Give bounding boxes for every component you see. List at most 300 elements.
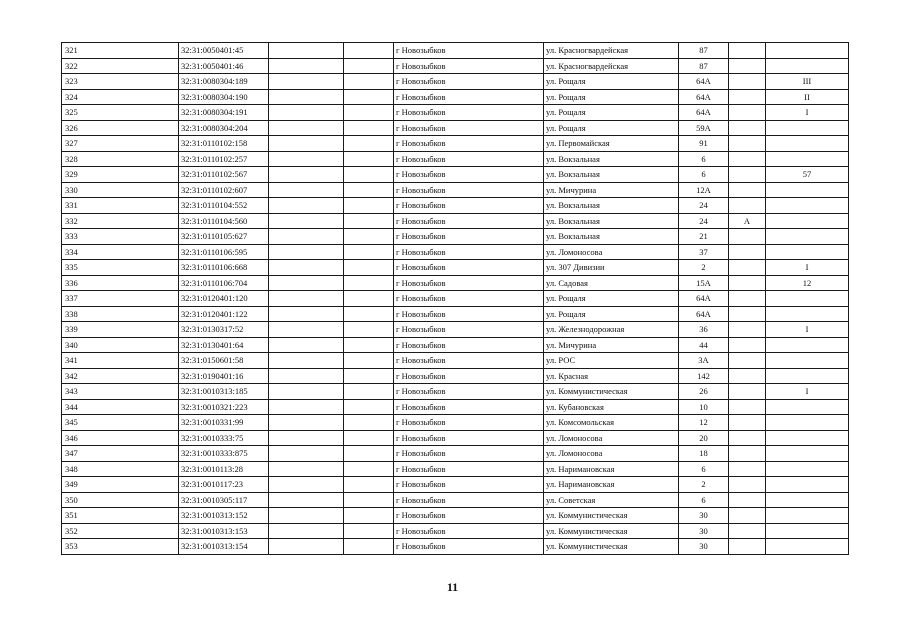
row-number: 338 (62, 306, 179, 322)
cadastral-number: 32:31:0130401:64 (179, 337, 269, 353)
table-row (62, 120, 849, 136)
table-row (62, 508, 849, 524)
table-row (62, 229, 849, 245)
empty-cell (269, 260, 344, 276)
house-number-cell: 15А (679, 275, 729, 291)
row-number: 327 (62, 136, 179, 152)
building-letter-cell (729, 415, 766, 431)
row-number: 353 (62, 539, 179, 555)
row-number: 341 (62, 353, 179, 369)
house-number-cell: 64А (679, 89, 729, 105)
empty-cell (269, 151, 344, 167)
house-number-cell: 30 (679, 539, 729, 555)
city-cell: г Новозыбков (394, 182, 544, 198)
empty-cell (344, 492, 394, 508)
house-number-cell: 37 (679, 244, 729, 260)
building-letter-cell: А (729, 213, 766, 229)
table-row (62, 260, 849, 276)
empty-cell (344, 182, 394, 198)
row-number: 342 (62, 368, 179, 384)
cadastral-number: 32:31:0110102:567 (179, 167, 269, 183)
house-number-cell: 142 (679, 368, 729, 384)
table-row (62, 43, 849, 59)
cadastral-number: 32:31:0110102:257 (179, 151, 269, 167)
building-letter-cell (729, 539, 766, 555)
empty-cell (269, 58, 344, 74)
empty-cell (269, 74, 344, 90)
cadastral-number: 32:31:0190401:16 (179, 368, 269, 384)
street-cell: ул. Ломоносова (544, 446, 679, 462)
premises-number-cell (766, 213, 849, 229)
premises-number-cell (766, 291, 849, 307)
building-letter-cell (729, 368, 766, 384)
row-number: 333 (62, 229, 179, 245)
cadastral-number: 32:31:0110106:668 (179, 260, 269, 276)
empty-cell (344, 89, 394, 105)
street-cell: ул. Рощаля (544, 120, 679, 136)
empty-cell (269, 105, 344, 121)
cadastral-number: 32:31:0110104:552 (179, 198, 269, 214)
empty-cell (269, 368, 344, 384)
cadastral-number: 32:31:0110106:704 (179, 275, 269, 291)
table-row (62, 58, 849, 74)
building-letter-cell (729, 492, 766, 508)
city-cell: г Новозыбков (394, 89, 544, 105)
city-cell: г Новозыбков (394, 446, 544, 462)
street-cell: ул. Красногвардейская (544, 43, 679, 59)
table-row (62, 198, 849, 214)
premises-number-cell (766, 508, 849, 524)
row-number: 347 (62, 446, 179, 462)
city-cell: г Новозыбков (394, 353, 544, 369)
city-cell: г Новозыбков (394, 120, 544, 136)
premises-number-cell (766, 430, 849, 446)
city-cell: г Новозыбков (394, 477, 544, 493)
premises-number-cell (766, 368, 849, 384)
street-cell: ул. Коммунистическая (544, 523, 679, 539)
table-row (62, 399, 849, 415)
building-letter-cell (729, 353, 766, 369)
empty-cell (269, 492, 344, 508)
building-letter-cell (729, 182, 766, 198)
cadastral-number: 32:31:0010313:185 (179, 384, 269, 400)
row-number: 334 (62, 244, 179, 260)
table-row (62, 291, 849, 307)
house-number-cell: 87 (679, 58, 729, 74)
premises-number-cell (766, 182, 849, 198)
empty-cell (269, 229, 344, 245)
building-letter-cell (729, 260, 766, 276)
cadastral-number: 32:31:0010117:23 (179, 477, 269, 493)
cadastral-number: 32:31:0110102:607 (179, 182, 269, 198)
street-cell: ул. Рощаля (544, 89, 679, 105)
street-cell: ул. Коммунистическая (544, 508, 679, 524)
cadastral-number: 32:31:0080304:189 (179, 74, 269, 90)
premises-number-cell: I (766, 260, 849, 276)
table-row (62, 74, 849, 90)
city-cell: г Новозыбков (394, 492, 544, 508)
table-row (62, 275, 849, 291)
empty-cell (344, 539, 394, 555)
house-number-cell: 2 (679, 260, 729, 276)
house-number-cell: 26 (679, 384, 729, 400)
table-row (62, 523, 849, 539)
row-number: 344 (62, 399, 179, 415)
building-letter-cell (729, 523, 766, 539)
street-cell: ул. Комсомольская (544, 415, 679, 431)
table-row (62, 105, 849, 121)
city-cell: г Новозыбков (394, 430, 544, 446)
street-cell: ул. Рощаля (544, 291, 679, 307)
table-row (62, 167, 849, 183)
building-letter-cell (729, 384, 766, 400)
building-letter-cell (729, 306, 766, 322)
row-number: 346 (62, 430, 179, 446)
cadastral-number: 32:31:0010333:75 (179, 430, 269, 446)
house-number-cell: 24 (679, 213, 729, 229)
empty-cell (269, 523, 344, 539)
street-cell: ул. Вокзальная (544, 229, 679, 245)
table-row (62, 136, 849, 152)
building-letter-cell (729, 58, 766, 74)
house-number-cell: 91 (679, 136, 729, 152)
empty-cell (344, 446, 394, 462)
premises-number-cell (766, 58, 849, 74)
premises-number-cell: 12 (766, 275, 849, 291)
empty-cell (344, 198, 394, 214)
property-register-table (61, 42, 849, 555)
premises-number-cell (766, 120, 849, 136)
building-letter-cell (729, 446, 766, 462)
empty-cell (344, 353, 394, 369)
street-cell: ул. Красногвардейская (544, 58, 679, 74)
row-number: 332 (62, 213, 179, 229)
table-row (62, 415, 849, 431)
street-cell: ул. Рощаля (544, 105, 679, 121)
street-cell: ул. Ломоносова (544, 244, 679, 260)
row-number: 331 (62, 198, 179, 214)
city-cell: г Новозыбков (394, 523, 544, 539)
street-cell: ул. Коммунистическая (544, 539, 679, 555)
cadastral-number: 32:31:0010313:154 (179, 539, 269, 555)
empty-cell (344, 43, 394, 59)
table-row (62, 151, 849, 167)
table-body (62, 43, 849, 555)
cadastral-number: 32:31:0120401:122 (179, 306, 269, 322)
building-letter-cell (729, 105, 766, 121)
street-cell: ул. Железнодорожная (544, 322, 679, 338)
house-number-cell: 6 (679, 151, 729, 167)
city-cell: г Новозыбков (394, 291, 544, 307)
street-cell: ул. Рощаля (544, 74, 679, 90)
empty-cell (344, 322, 394, 338)
table-row (62, 337, 849, 353)
house-number-cell: 3А (679, 353, 729, 369)
city-cell: г Новозыбков (394, 136, 544, 152)
empty-cell (344, 306, 394, 322)
city-cell: г Новозыбков (394, 415, 544, 431)
cadastral-number: 32:31:0110106:595 (179, 244, 269, 260)
empty-cell (344, 275, 394, 291)
empty-cell (344, 244, 394, 260)
empty-cell (269, 384, 344, 400)
city-cell: г Новозыбков (394, 167, 544, 183)
street-cell: ул. Первомайская (544, 136, 679, 152)
premises-number-cell (766, 446, 849, 462)
premises-number-cell: III (766, 74, 849, 90)
premises-number-cell (766, 477, 849, 493)
empty-cell (269, 198, 344, 214)
table-row (62, 244, 849, 260)
house-number-cell: 36 (679, 322, 729, 338)
street-cell: ул. Кубановская (544, 399, 679, 415)
empty-cell (344, 337, 394, 353)
cadastral-number: 32:31:0110104:560 (179, 213, 269, 229)
city-cell: г Новозыбков (394, 58, 544, 74)
premises-number-cell: I (766, 384, 849, 400)
building-letter-cell (729, 477, 766, 493)
empty-cell (344, 58, 394, 74)
city-cell: г Новозыбков (394, 260, 544, 276)
row-number: 330 (62, 182, 179, 198)
empty-cell (344, 384, 394, 400)
empty-cell (269, 275, 344, 291)
cadastral-number: 32:31:0080304:204 (179, 120, 269, 136)
cadastral-number: 32:31:0080304:191 (179, 105, 269, 121)
premises-number-cell: I (766, 105, 849, 121)
premises-number-cell: II (766, 89, 849, 105)
premises-number-cell (766, 492, 849, 508)
row-number: 339 (62, 322, 179, 338)
row-number: 343 (62, 384, 179, 400)
empty-cell (269, 322, 344, 338)
row-number: 350 (62, 492, 179, 508)
table-row (62, 368, 849, 384)
premises-number-cell (766, 198, 849, 214)
empty-cell (269, 539, 344, 555)
house-number-cell: 59А (679, 120, 729, 136)
premises-number-cell (766, 461, 849, 477)
cadastral-number: 32:31:0010313:153 (179, 523, 269, 539)
house-number-cell: 20 (679, 430, 729, 446)
street-cell: ул. Садовая (544, 275, 679, 291)
premises-number-cell (766, 399, 849, 415)
empty-cell (269, 213, 344, 229)
building-letter-cell (729, 430, 766, 446)
building-letter-cell (729, 120, 766, 136)
house-number-cell: 6 (679, 461, 729, 477)
cadastral-number: 32:31:0080304:190 (179, 89, 269, 105)
cadastral-number: 32:31:0120401:120 (179, 291, 269, 307)
premises-number-cell: 57 (766, 167, 849, 183)
row-number: 340 (62, 337, 179, 353)
house-number-cell: 12 (679, 415, 729, 431)
empty-cell (269, 446, 344, 462)
premises-number-cell: I (766, 322, 849, 338)
city-cell: г Новозыбков (394, 399, 544, 415)
table-row (62, 353, 849, 369)
premises-number-cell (766, 43, 849, 59)
street-cell: ул. Рощаля (544, 306, 679, 322)
empty-cell (269, 306, 344, 322)
building-letter-cell (729, 461, 766, 477)
row-number: 348 (62, 461, 179, 477)
empty-cell (344, 260, 394, 276)
house-number-cell: 6 (679, 492, 729, 508)
cadastral-number: 32:31:0010113:28 (179, 461, 269, 477)
city-cell: г Новозыбков (394, 539, 544, 555)
building-letter-cell (729, 89, 766, 105)
city-cell: г Новозыбков (394, 198, 544, 214)
street-cell: ул. Вокзальная (544, 151, 679, 167)
street-cell: ул. Коммунистическая (544, 384, 679, 400)
row-number: 351 (62, 508, 179, 524)
row-number: 329 (62, 167, 179, 183)
street-cell: ул. Вокзальная (544, 167, 679, 183)
building-letter-cell (729, 167, 766, 183)
building-letter-cell (729, 275, 766, 291)
building-letter-cell (729, 291, 766, 307)
row-number: 324 (62, 89, 179, 105)
house-number-cell: 30 (679, 523, 729, 539)
row-number: 323 (62, 74, 179, 90)
empty-cell (269, 337, 344, 353)
street-cell: ул. Красная (544, 368, 679, 384)
house-number-cell: 10 (679, 399, 729, 415)
city-cell: г Новозыбков (394, 322, 544, 338)
table-row (62, 430, 849, 446)
table-row (62, 446, 849, 462)
premises-number-cell (766, 415, 849, 431)
cadastral-number: 32:31:0010305:117 (179, 492, 269, 508)
cadastral-number: 32:31:0110102:158 (179, 136, 269, 152)
empty-cell (344, 291, 394, 307)
table-row (62, 539, 849, 555)
city-cell: г Новозыбков (394, 74, 544, 90)
empty-cell (269, 430, 344, 446)
building-letter-cell (729, 136, 766, 152)
empty-cell (344, 461, 394, 477)
cadastral-number: 32:31:0050401:46 (179, 58, 269, 74)
street-cell: ул. Вокзальная (544, 198, 679, 214)
house-number-cell: 24 (679, 198, 729, 214)
empty-cell (269, 182, 344, 198)
cadastral-number: 32:31:0130317:52 (179, 322, 269, 338)
building-letter-cell (729, 74, 766, 90)
table-row (62, 461, 849, 477)
city-cell: г Новозыбков (394, 461, 544, 477)
empty-cell (269, 415, 344, 431)
city-cell: г Новозыбков (394, 275, 544, 291)
empty-cell (344, 508, 394, 524)
house-number-cell: 2 (679, 477, 729, 493)
premises-number-cell (766, 539, 849, 555)
empty-cell (269, 167, 344, 183)
table-row (62, 182, 849, 198)
row-number: 335 (62, 260, 179, 276)
empty-cell (344, 399, 394, 415)
empty-cell (344, 151, 394, 167)
building-letter-cell (729, 508, 766, 524)
street-cell: ул. Вокзальная (544, 213, 679, 229)
building-letter-cell (729, 244, 766, 260)
empty-cell (269, 120, 344, 136)
city-cell: г Новозыбков (394, 306, 544, 322)
empty-cell (344, 167, 394, 183)
street-cell: ул. Мичурина (544, 182, 679, 198)
house-number-cell: 87 (679, 43, 729, 59)
cadastral-number: 32:31:0010321:223 (179, 399, 269, 415)
city-cell: г Новозыбков (394, 368, 544, 384)
premises-number-cell (766, 229, 849, 245)
cadastral-number: 32:31:0010313:152 (179, 508, 269, 524)
street-cell: ул. Наримановская (544, 461, 679, 477)
table-row (62, 492, 849, 508)
cadastral-number: 32:31:0010331:99 (179, 415, 269, 431)
empty-cell (269, 244, 344, 260)
row-number: 322 (62, 58, 179, 74)
empty-cell (269, 399, 344, 415)
table-row (62, 477, 849, 493)
table-row (62, 306, 849, 322)
empty-cell (269, 291, 344, 307)
row-number: 328 (62, 151, 179, 167)
empty-cell (269, 89, 344, 105)
empty-cell (269, 353, 344, 369)
premises-number-cell (766, 136, 849, 152)
row-number: 349 (62, 477, 179, 493)
premises-number-cell (766, 151, 849, 167)
premises-number-cell (766, 306, 849, 322)
empty-cell (344, 105, 394, 121)
house-number-cell: 64А (679, 74, 729, 90)
building-letter-cell (729, 229, 766, 245)
empty-cell (344, 523, 394, 539)
city-cell: г Новозыбков (394, 337, 544, 353)
cadastral-number: 32:31:0010333:875 (179, 446, 269, 462)
premises-number-cell (766, 353, 849, 369)
row-number: 352 (62, 523, 179, 539)
row-number: 325 (62, 105, 179, 121)
building-letter-cell (729, 337, 766, 353)
city-cell: г Новозыбков (394, 508, 544, 524)
row-number: 345 (62, 415, 179, 431)
street-cell: ул. Мичурина (544, 337, 679, 353)
building-letter-cell (729, 322, 766, 338)
table-row (62, 213, 849, 229)
city-cell: г Новозыбков (394, 384, 544, 400)
house-number-cell: 30 (679, 508, 729, 524)
empty-cell (344, 368, 394, 384)
building-letter-cell (729, 399, 766, 415)
house-number-cell: 12А (679, 182, 729, 198)
building-letter-cell (729, 151, 766, 167)
city-cell: г Новозыбков (394, 229, 544, 245)
premises-number-cell (766, 523, 849, 539)
house-number-cell: 18 (679, 446, 729, 462)
premises-number-cell (766, 337, 849, 353)
empty-cell (344, 120, 394, 136)
table-row (62, 384, 849, 400)
empty-cell (344, 415, 394, 431)
table-row (62, 322, 849, 338)
house-number-cell: 21 (679, 229, 729, 245)
empty-cell (344, 74, 394, 90)
empty-cell (344, 430, 394, 446)
table-row (62, 89, 849, 105)
premises-number-cell (766, 244, 849, 260)
page-number: 11 (446, 580, 459, 594)
